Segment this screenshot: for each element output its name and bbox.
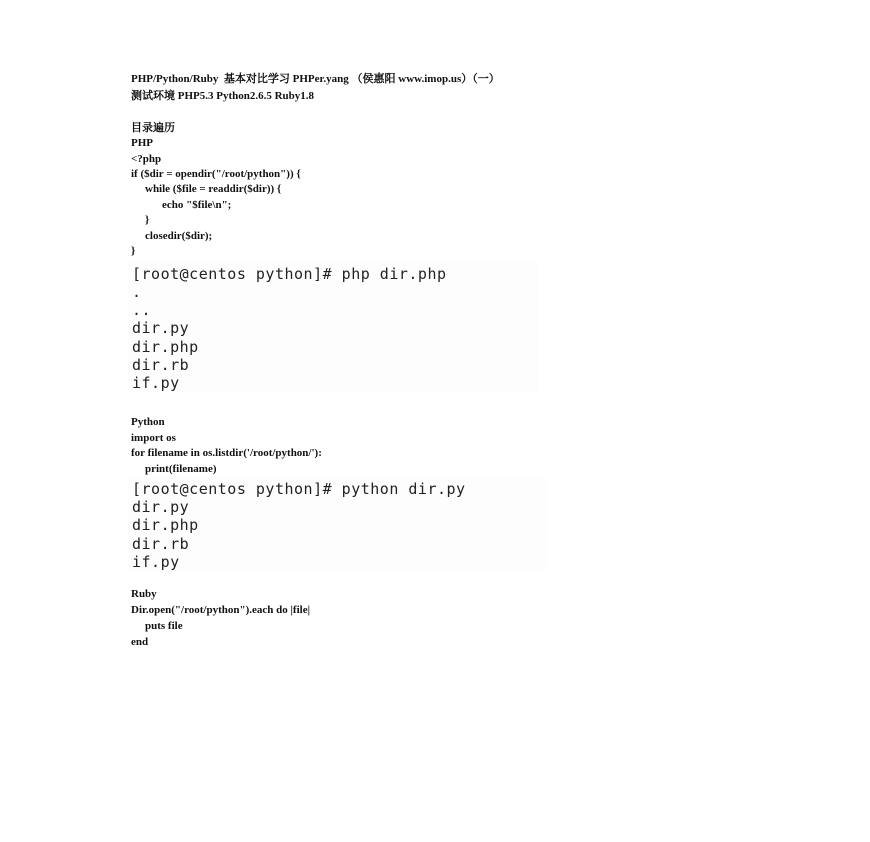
terminal-output-line: dir.rb [132,356,190,374]
php-code-line: while ($file = readdir($dir)) { [145,183,282,195]
terminal-output-line: dir.py [132,319,190,337]
terminal-output-line: . [132,283,142,301]
php-label: PHP [131,137,153,149]
python-label: Python [131,416,165,428]
ruby-label: Ruby [131,588,157,600]
terminal-output-line: if.py [132,374,180,392]
terminal-output-line: .. [132,301,152,319]
python-code-line: import os [131,432,176,444]
php-code-line: closedir($dir); [145,230,213,242]
ruby-code-line: Dir.open("/root/python").each do |file| [131,604,311,616]
terminal-output-line: dir.rb [132,535,190,553]
php-code-line: if ($dir = opendir("/root/python")) { [131,168,301,180]
php-code-line: } [145,214,150,226]
terminal-output-line: if.py [132,553,180,571]
terminal-output-line: dir.py [132,498,190,516]
python-code-line: print(filename) [145,463,217,475]
document-title: PHP/Python/Ruby 基本对比学习 PHPer.yang （侯惠阳 www.imop.us）（一） [131,73,500,85]
ruby-code-line: puts file [145,620,183,632]
ruby-code-line: end [131,636,149,648]
python-code-line: for filename in os.listdir('/root/python/'): [131,447,322,459]
section-heading: 目录遍历 [131,122,175,134]
terminal-output-line: dir.php [132,338,199,356]
terminal-command: [root@centos python]# php dir.php [132,265,447,283]
php-code-line: } [131,245,136,257]
php-code-line: <?php [131,153,162,165]
terminal-output-line: dir.php [132,516,199,534]
test-environment: 测试环境 PHP5.3 Python2.6.5 Ruby1.8 [131,90,315,102]
php-code-line: echo "$file\n"; [162,199,232,211]
terminal-command: [root@centos python]# python dir.py [132,480,466,498]
